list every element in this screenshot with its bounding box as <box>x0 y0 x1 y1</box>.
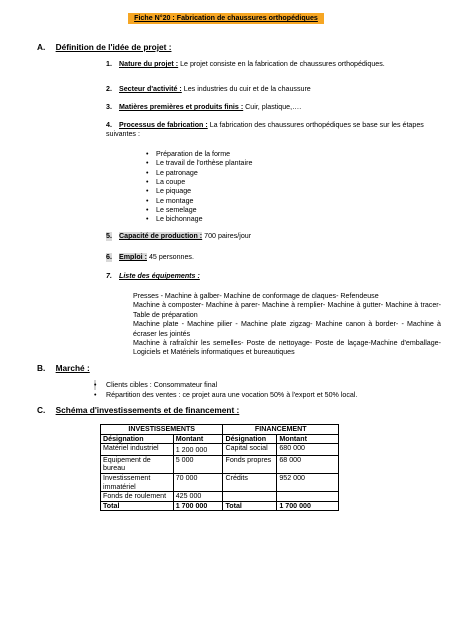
item-equipements-head: Liste des équipements : <box>119 272 200 280</box>
table-cell: Crédits <box>223 473 277 491</box>
item-processus-number: 4. <box>106 121 112 129</box>
list-item: • La coupe <box>146 178 252 187</box>
item-matieres-head: Matières premières et produits finis : <box>119 103 244 111</box>
table-row <box>101 492 339 502</box>
table-cell: Capital social <box>223 444 277 456</box>
section-b-title: Marché : <box>55 363 90 373</box>
item-processus-head: Processus de fabrication : <box>119 121 208 129</box>
table-cell: Fonds propres <box>223 455 277 473</box>
equipment-line: Machine plate - Machine pilier - Machine plate zigzag- Machine canon à border- - Machine à écraser les jointés <box>133 320 441 338</box>
item-matieres-text: Cuir, plastique,…. <box>245 103 302 111</box>
item-capacite-number: 5. <box>106 232 112 240</box>
table-cell <box>223 492 277 502</box>
item-capacite <box>106 232 441 241</box>
section-b-letter: B. <box>37 363 46 373</box>
list-item: • Le montage <box>146 197 252 206</box>
section-b-heading <box>37 363 90 373</box>
item-capacite-text: 700 paires/jour <box>204 232 252 240</box>
equipment-line: Machine à rafraîchir les semelles- Poste de nettoyage- Poste de laçage-Machine d'emballage- Logiciels et Matériels informatiques et bureautiques <box>133 339 441 357</box>
investment-financing-table <box>100 424 339 511</box>
item-processus-text: La fabrication des chaussures orthopédiques se base sur les étapes suivantes : <box>106 121 424 139</box>
item-emploi-head: Emploi : <box>119 253 147 261</box>
section-a-heading <box>37 42 171 52</box>
table-row <box>101 444 339 456</box>
table-cell: Total <box>101 501 174 511</box>
table-subheader: Montant <box>173 434 223 444</box>
table-cell: Equipement de bureau <box>101 455 174 473</box>
list-item: • Préparation de la forme <box>146 150 252 159</box>
item-nature <box>106 60 441 69</box>
table-cell: 68 000 <box>277 455 339 473</box>
section-a-letter: A. <box>37 42 46 52</box>
table-subheader: Montant <box>277 434 339 444</box>
item-equipements-number: 7. <box>106 272 112 280</box>
section-c-letter: C. <box>37 405 46 415</box>
table-cell <box>277 492 339 502</box>
list-item: • Le patronage <box>146 169 252 178</box>
list-item: • Répartition des ventes : ce projet aura une vocation 50% à l'export et 50% local. <box>94 390 357 400</box>
table-cell: 425 000 <box>173 492 223 502</box>
table-subheader: Désignation <box>223 434 277 444</box>
equipment-list <box>133 292 441 358</box>
table-header-row <box>101 425 339 435</box>
item-nature-number: 1. <box>106 60 112 68</box>
item-secteur <box>106 85 441 94</box>
item-equipements <box>106 272 441 281</box>
section-c-title: Schéma d'investissements et de financement : <box>55 405 240 415</box>
item-secteur-head: Secteur d'activité : <box>119 85 182 93</box>
item-nature-text: Le projet consiste en la fabrication de chaussures orthopédiques. <box>180 60 385 68</box>
table-cell: 1 200 000 <box>173 444 223 456</box>
page-title: Fiche N°20 : Fabrication de chaussures orthopédiques <box>128 13 324 24</box>
fabrication-steps-list <box>146 150 252 225</box>
market-list <box>94 380 357 400</box>
item-emploi-number: 6. <box>106 253 112 261</box>
table-subheader: Désignation <box>101 434 174 444</box>
table-cell: Total <box>223 501 277 511</box>
table-cell: Investissement immatériel <box>101 473 174 491</box>
table-cell: 680 000 <box>277 444 339 456</box>
list-item: • Le travail de l'orthèse plantaire <box>146 159 252 168</box>
list-item: • Le bichonnage <box>146 215 252 224</box>
item-emploi <box>106 253 441 262</box>
list-item: • Le semelage <box>146 206 252 215</box>
item-matieres-number: 3. <box>106 103 112 111</box>
equipment-line: Presses - Machine à galber- Machine de conformage de claques- Refendeuse <box>133 292 379 300</box>
table-cell: 1 700 000 <box>277 501 339 511</box>
table-cell: 1 700 000 <box>173 501 223 511</box>
table-row <box>101 473 339 491</box>
table-cell: 952 000 <box>277 473 339 491</box>
list-item: • Le piquage <box>146 187 252 196</box>
item-secteur-text: Les industries du cuir et de la chaussure <box>183 85 311 93</box>
table-cell: 70 000 <box>173 473 223 491</box>
item-emploi-text: 45 personnes. <box>148 253 194 261</box>
item-matieres <box>106 103 441 112</box>
item-nature-head: Nature du projet : <box>119 60 179 68</box>
table-total-row <box>101 501 339 511</box>
table-row <box>101 455 339 473</box>
section-c-heading <box>37 405 239 415</box>
table-header-investments: INVESTISSEMENTS <box>101 425 223 435</box>
item-secteur-number: 2. <box>106 85 112 93</box>
section-a-title: Définition de l'idée de projet : <box>55 42 172 52</box>
table-header-financing: FINANCEMENT <box>223 425 339 435</box>
table-cell: 5 000 <box>173 455 223 473</box>
item-capacite-head: Capacité de production : <box>119 232 203 240</box>
equipment-line: Machine à composter- Machine à parer- Machine à remplier- Machine à gutter- Machine à tracer- Table de préparation <box>133 301 441 319</box>
list-item: • Clients cibles : Consommateur final <box>94 380 357 390</box>
table-cell: Fonds de roulement <box>101 492 174 502</box>
item-processus <box>106 121 441 140</box>
table-subheader-row <box>101 434 339 444</box>
table-cell: Matériel industriel <box>101 444 174 456</box>
